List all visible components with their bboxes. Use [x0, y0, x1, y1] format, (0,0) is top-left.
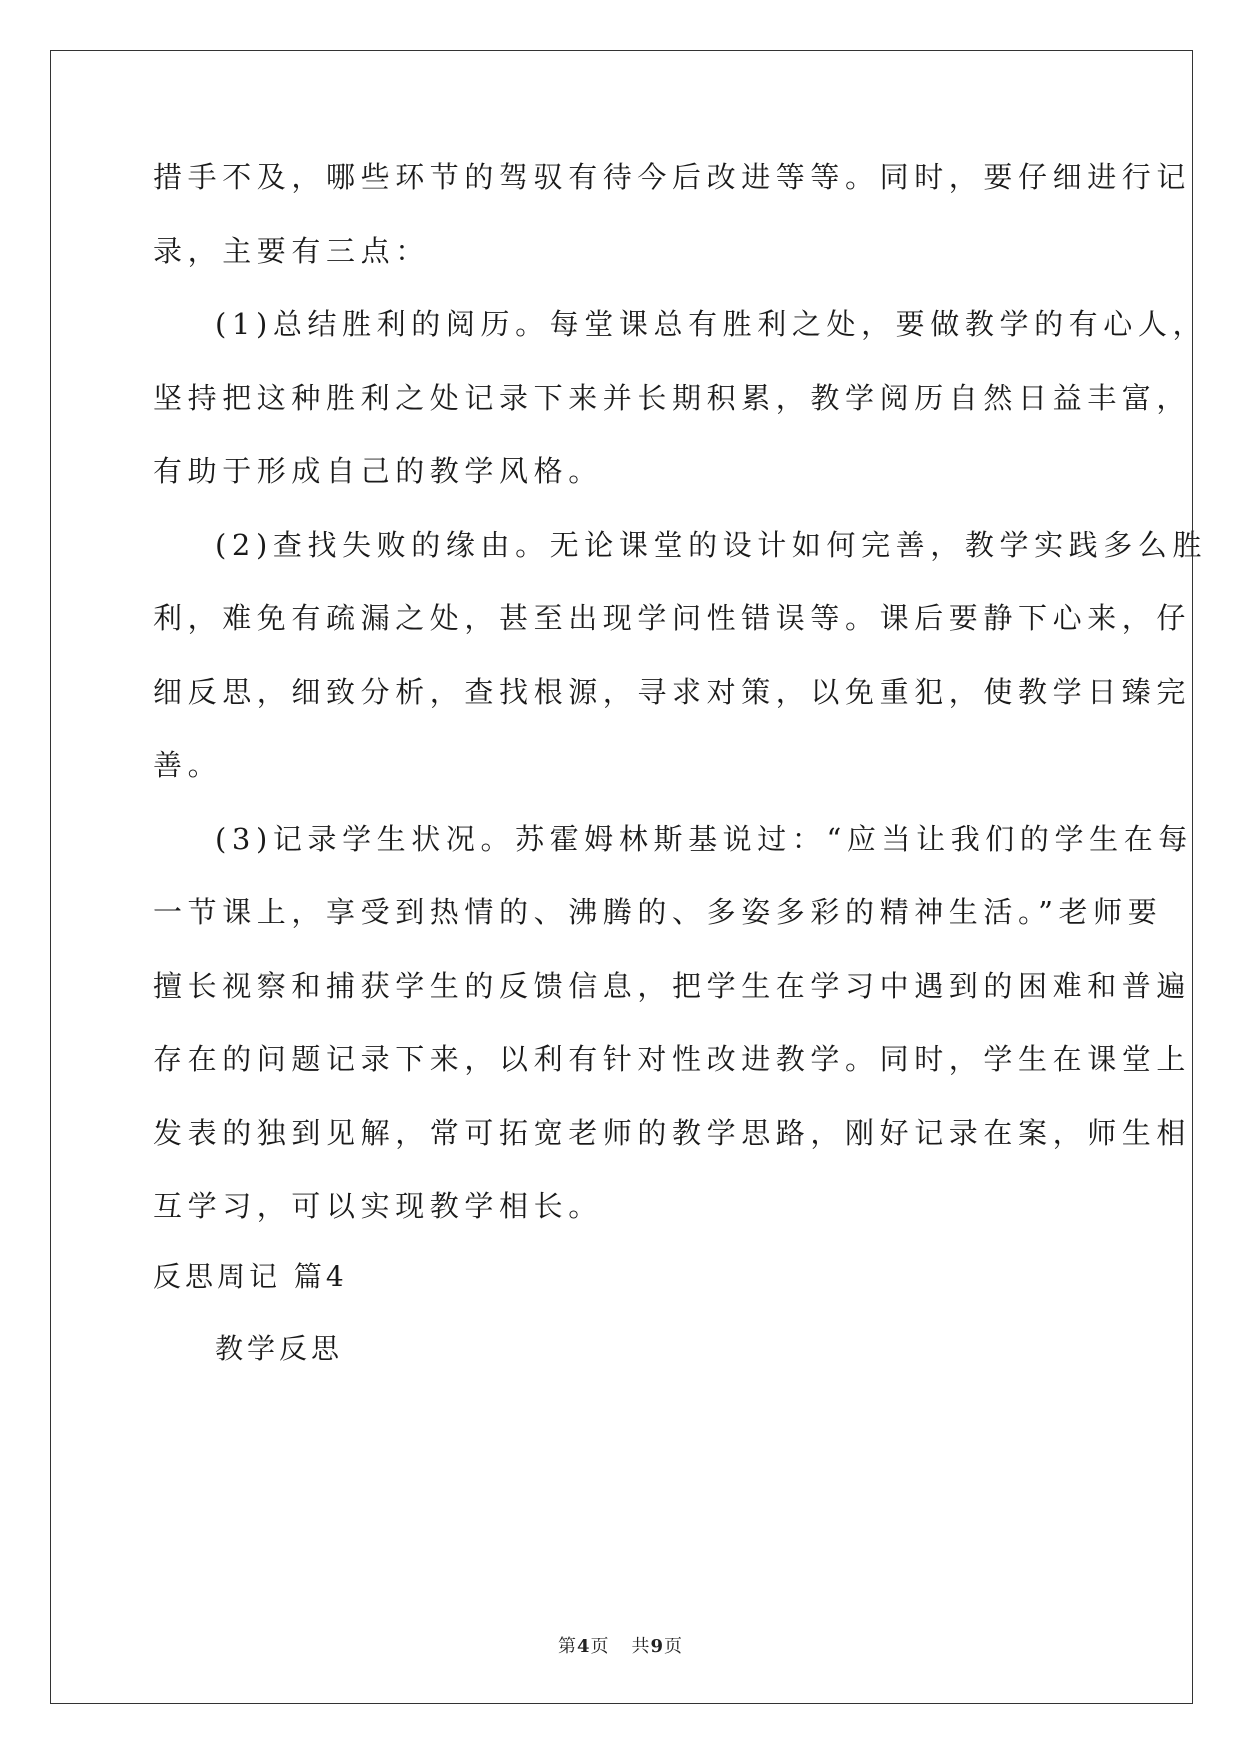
paragraph-line: 利，难免有疏漏之处，甚至出现学问性错误等。课后要静下心来，仔 — [153, 601, 1192, 635]
paragraph-line: (2)查找失败的缘由。无论课堂的设计如何完善，教学实践多么胜 — [215, 528, 1208, 562]
paragraph-line: 细反思，细致分析，查找根源，寻求对策，以免重犯，使教学日臻完 — [153, 675, 1192, 709]
paragraph-line: 录，主要有三点： — [153, 234, 430, 268]
paragraph-line: 措手不及，哪些环节的驾驭有待今后改进等等。同时，要仔细进行记 — [153, 160, 1192, 194]
section-heading: 反思周记 篇4 — [153, 1260, 348, 1293]
subheading: 教学反思 — [215, 1332, 344, 1365]
paragraph-line: 坚持把这种胜利之处记录下来并长期积累，教学阅历自然日益丰富， — [153, 381, 1192, 415]
paragraph-line: 擅长视察和捕获学生的反馈信息，把学生在学习中遇到的困难和普遍 — [153, 969, 1192, 1003]
paragraph-line: 善。 — [153, 748, 223, 782]
paragraph-line: (3)记录学生状况。苏霍姆林斯基说过：“应当让我们的学生在每 — [215, 822, 1193, 856]
paragraph-line: 发表的独到见解，常可拓宽老师的教学思路，刚好记录在案，师生相 — [153, 1116, 1192, 1150]
page-suffix: 页 — [590, 1636, 610, 1657]
total-page-number: 9 — [650, 1636, 665, 1657]
paragraph-line: 互学习，可以实现教学相长。 — [153, 1189, 603, 1223]
paragraph-line: 一节课上，享受到热情的、沸腾的、多姿多彩的精神生活。”老师要 — [153, 895, 1163, 929]
paragraph-line: 有助于形成自己的教学风格。 — [153, 454, 603, 488]
total-suffix: 页 — [664, 1636, 684, 1657]
paragraph-line: 存在的问题记录下来，以利有针对性改进教学。同时，学生在课堂上 — [153, 1042, 1192, 1076]
page-frame — [50, 50, 1193, 1704]
paragraph-line: (1)总结胜利的阅历。每堂课总有胜利之处，要做教学的有心人， — [215, 307, 1208, 341]
current-page-number: 4 — [576, 1636, 591, 1657]
page-footer — [0, 1632, 1241, 1658]
page-prefix: 第 — [557, 1636, 577, 1657]
total-prefix: 共 — [631, 1636, 651, 1657]
